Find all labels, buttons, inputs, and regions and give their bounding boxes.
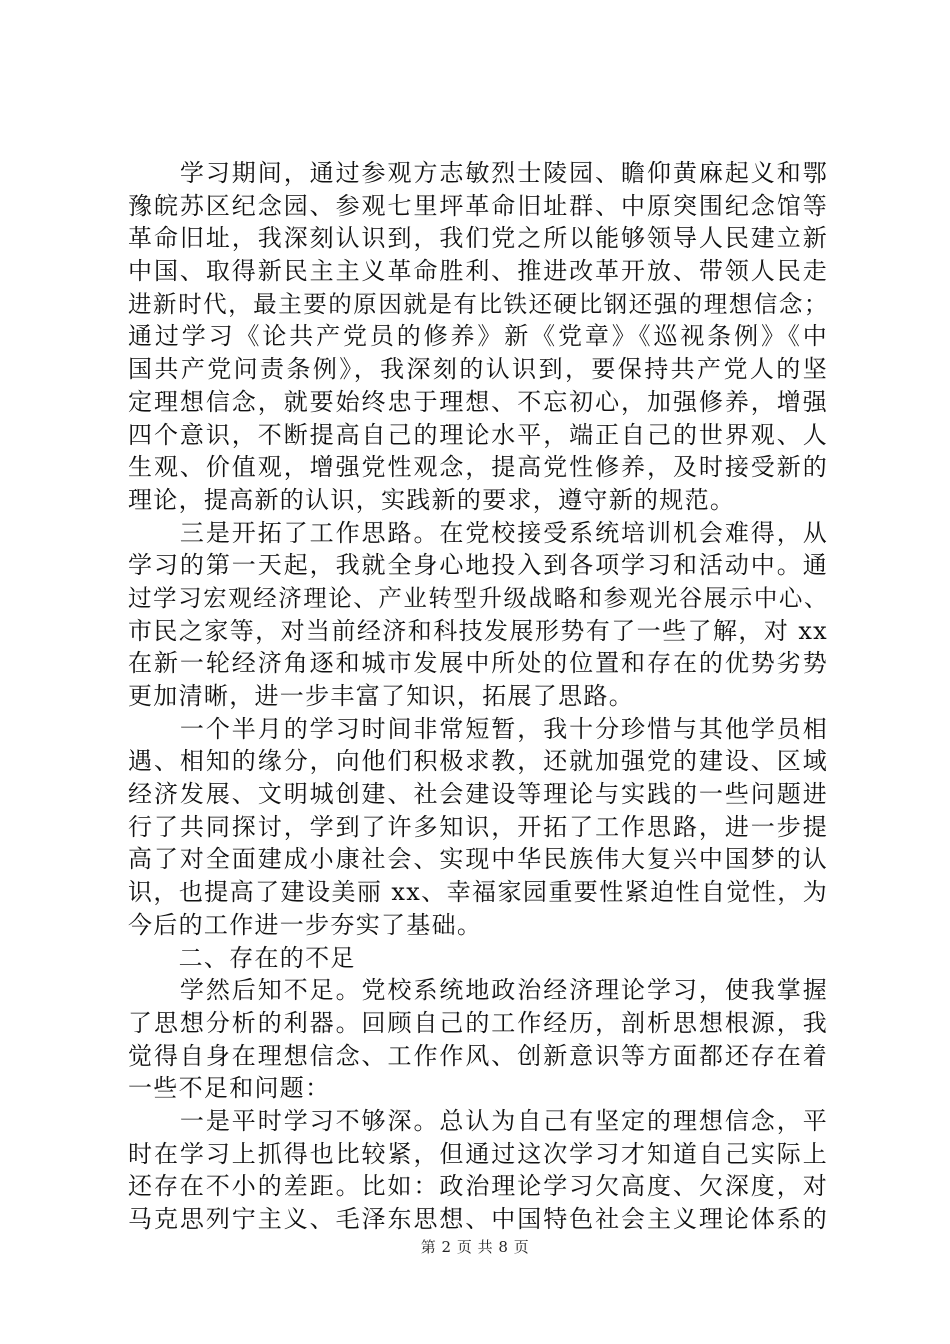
text-line: 了思想分析的利器。回顾自己的工作经历，剖析思想根源，我	[128, 1008, 828, 1037]
text-line: 行了共同探讨，学到了许多知识，开拓了工作思路，进一步提	[128, 812, 828, 841]
text-line: 革命旧址，我深刻认识到，我们党之所以能够领导人民建立新	[128, 224, 828, 253]
text-line: 通过学习《论共产党员的修养》新《党章》《巡视条例》《中	[128, 322, 828, 351]
text-line: 进新时代，最主要的原因就是有比铁还硬比钢还强的理想信念；	[128, 289, 828, 318]
text-line: 定理想信念，就要始终忠于理想、不忘初心，加强修养，增强	[128, 387, 828, 416]
text-line: 二、存在的不足	[128, 943, 356, 972]
text-line: 过学习宏观经济理论、产业转型升级战略和参观光谷展示中心、	[128, 583, 828, 612]
text-line: 还存在不小的差距。比如：政治理论学习欠高度、欠深度，对	[128, 1172, 828, 1201]
text-line: 今后的工作进一步夯实了基础。	[128, 910, 483, 939]
text-line: 经济发展、文明城创建、社会建设等理论与实践的一些问题进	[128, 780, 828, 809]
text-line: 识，也提高了建设美丽 xx、幸福家园重要性紧迫性自觉性，为	[128, 878, 828, 907]
text-line: 三是开拓了工作思路。在党校接受系统培训机会难得，从	[128, 518, 828, 547]
text-line: 时在学习上抓得也比较紧，但通过这次学习才知道自己实际上	[128, 1139, 828, 1168]
text-line: 觉得自身在理想信念、工作作风、创新意识等方面都还存在着	[128, 1041, 828, 1070]
text-line: 豫皖苏区纪念园、参观七里坪革命旧址群、中原突围纪念馆等	[128, 191, 828, 220]
text-line: 四个意识，不断提高自己的理论水平，端正自己的世界观、人	[128, 420, 828, 449]
text-line: 遇、相知的缘分，向他们积极求教，还就加强党的建设、区域	[128, 747, 828, 776]
text-line: 学习期间，通过参观方志敏烈士陵园、瞻仰黄麻起义和鄂	[128, 159, 828, 187]
text-line: 学然后知不足。党校系统地政治经济理论学习，使我掌握	[128, 976, 828, 1005]
text-line: 中国、取得新民主主义革命胜利、推进改革开放、带领人民走	[128, 257, 828, 286]
text-line: 高了对全面建成小康社会、实现中华民族伟大复兴中国梦的认	[128, 845, 828, 874]
text-line: 更加清晰，进一步丰富了知识，拓展了思路。	[128, 682, 634, 710]
text-line: 学习的第一天起，我就全身心地投入到各项学习和活动中。通	[128, 551, 828, 580]
text-line: 一个半月的学习时间非常短暂，我十分珍惜与其他学员相	[128, 714, 828, 743]
text-line: 理论，提高新的认识，实践新的要求，遵守新的规范。	[128, 485, 736, 514]
text-line: 一是平时学习不够深。总认为自己有坚定的理想信念，平	[128, 1106, 828, 1135]
document-body	[128, 157, 828, 1236]
text-line: 生观、价值观，增强党性观念，提高党性修养，及时接受新的	[128, 453, 828, 482]
page-footer: 第 2 页 共 8 页	[420, 1238, 530, 1256]
text-line: 马克思列宁主义、毛泽东思想、中国特色社会主义理论体系的	[128, 1205, 828, 1233]
text-line: 市民之家等，对当前经济和科技发展形势有了一些了解，对 xx	[128, 616, 828, 645]
text-line: 国共产党问责条例》，我深刻的认识到，要保持共产党人的坚	[128, 355, 828, 384]
text-line: 在新一轮经济角逐和城市发展中所处的位置和存在的优势劣势	[128, 649, 828, 678]
text-line: 一些不足和问题：	[128, 1074, 331, 1103]
